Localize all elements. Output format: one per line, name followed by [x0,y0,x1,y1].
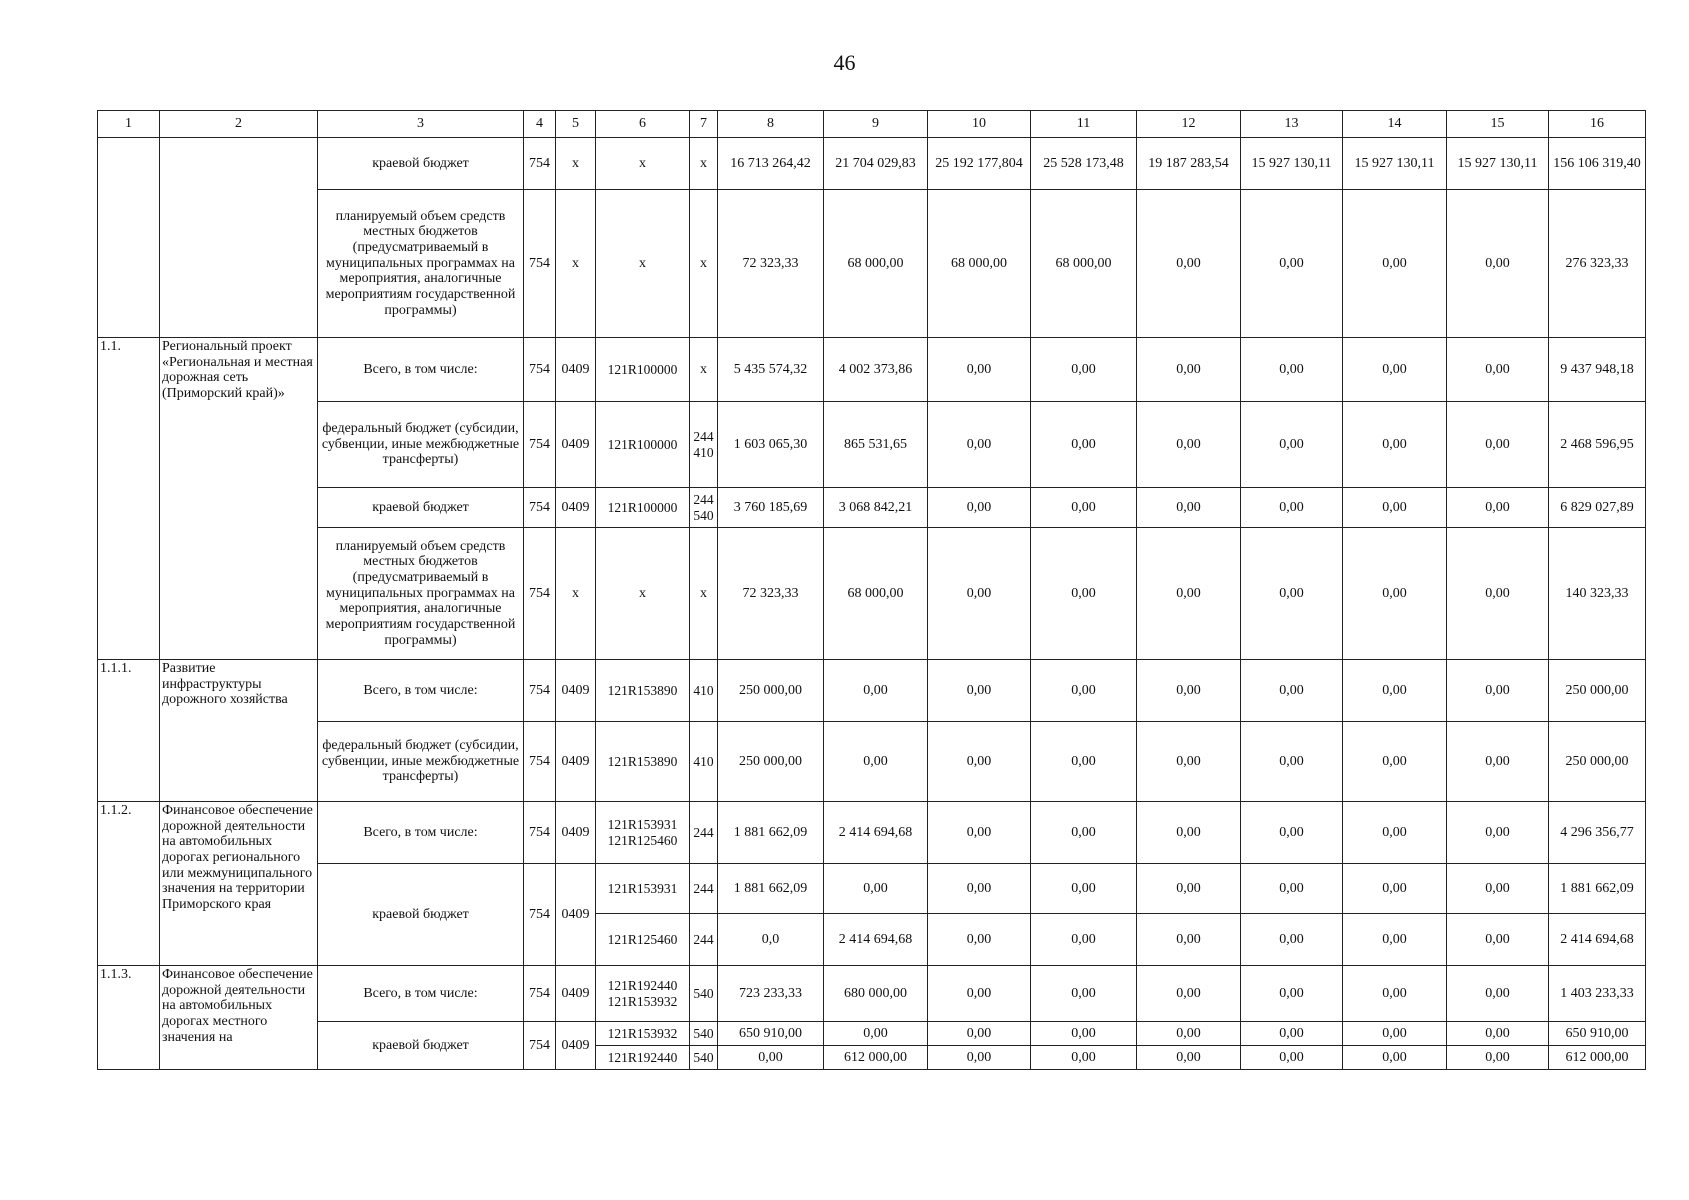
page-number: 46 [833,50,856,75]
value-cell: 0,00 [928,1046,1031,1070]
table-cell: 540 [690,1046,718,1070]
table-cell: 754 [524,338,556,402]
value-cell: 0,00 [1241,660,1343,722]
header-cell: 8 [718,111,824,138]
header-cell: 15 [1447,111,1549,138]
table-cell: 244 540 [690,488,718,528]
section-number-cell: 1.1. [98,338,160,660]
table-cell: 0409 [556,402,596,488]
table-row [98,802,1646,864]
value-cell: 0,00 [1031,864,1137,914]
table-cell: 121R153931 121R125460 [596,802,690,864]
header-cell: 4 [524,111,556,138]
value-cell: 0,00 [1241,338,1343,402]
header-cell: 9 [824,111,928,138]
table-cell: 754 [524,864,556,966]
value-cell: 0,00 [928,402,1031,488]
value-cell: 0,00 [1241,914,1343,966]
table-row [98,528,1646,660]
table-row [98,138,1646,190]
table-cell: х [596,528,690,660]
section-name-cell: Развитие инфраструктуры дорожного хозяйства [160,660,318,802]
value-cell: 0,00 [1343,338,1447,402]
value-cell: 0,00 [1447,1046,1549,1070]
table-row [98,488,1646,528]
value-cell: 0,00 [1447,488,1549,528]
value-cell: 0,00 [1343,722,1447,802]
table-cell: х [556,528,596,660]
value-cell: 0,00 [1137,1046,1241,1070]
source-cell: планируемый объем средств местных бюджетов (предусматриваемый в муниципальных программах на мероприятия, аналогичные мероприятиям государственной программы) [318,528,524,660]
value-cell: 0,00 [1343,864,1447,914]
source-cell: краевой бюджет [318,864,524,966]
value-cell: 0,00 [1447,966,1549,1022]
table-cell: 244 410 [690,402,718,488]
value-cell: 1 881 662,09 [718,802,824,864]
value-cell: 0,00 [1447,722,1549,802]
value-cell: 0,00 [928,488,1031,528]
value-cell: 0,00 [928,914,1031,966]
table-cell: 121R100000 [596,338,690,402]
table-cell: 121R153890 [596,722,690,802]
value-cell: 6 829 027,89 [1549,488,1646,528]
value-cell: 72 323,33 [718,190,824,338]
table-cell: 754 [524,402,556,488]
value-cell: 0,00 [824,1022,928,1046]
table-cell: 540 [690,966,718,1022]
table-row [98,402,1646,488]
value-cell: 0,00 [1343,660,1447,722]
value-cell: 0,00 [1447,402,1549,488]
table-cell: 121R192440 [596,1046,690,1070]
table-cell: 754 [524,488,556,528]
value-cell: 0,00 [1031,802,1137,864]
table-cell: 244 [690,914,718,966]
value-cell: 0,00 [1447,528,1549,660]
value-cell: 650 910,00 [1549,1022,1646,1046]
value-cell: 0,00 [1031,722,1137,802]
value-cell: 140 323,33 [1549,528,1646,660]
value-cell: 0,00 [1241,722,1343,802]
source-cell: Всего, в том числе: [318,660,524,722]
value-cell: 0,00 [1031,528,1137,660]
table-cell: х [556,138,596,190]
table-cell: 121R100000 [596,488,690,528]
header-cell: 14 [1343,111,1447,138]
value-cell: 2 468 596,95 [1549,402,1646,488]
value-cell: 19 187 283,54 [1137,138,1241,190]
value-cell: 15 927 130,11 [1447,138,1549,190]
header-cell: 16 [1549,111,1646,138]
value-cell: 2 414 694,68 [824,914,928,966]
value-cell: 0,00 [1031,966,1137,1022]
value-cell: 0,00 [824,864,928,914]
table-cell: 121R153931 [596,864,690,914]
source-cell: краевой бюджет [318,138,524,190]
source-cell: Всего, в том числе: [318,338,524,402]
table-cell: 410 [690,722,718,802]
section-number-cell: 1.1.2. [98,802,160,966]
value-cell: 0,00 [1137,528,1241,660]
table-cell: х [690,138,718,190]
value-cell: 72 323,33 [718,528,824,660]
table-cell: 754 [524,722,556,802]
table-cell: х [690,190,718,338]
table-cell: 0409 [556,722,596,802]
value-cell: 0,00 [928,660,1031,722]
table-cell: 0409 [556,802,596,864]
value-cell: 0,00 [1031,1046,1137,1070]
table-cell: 754 [524,660,556,722]
value-cell: 0,00 [1343,914,1447,966]
section-number-cell: 1.1.3. [98,966,160,1070]
value-cell: 0,00 [928,338,1031,402]
table-row [98,1022,1646,1046]
table-cell: 754 [524,190,556,338]
value-cell: 0,00 [1031,338,1137,402]
value-cell: 0,00 [1447,914,1549,966]
section-name-cell: Финансовое обеспечение дорожной деятельности на автомобильных дорогах регионального или межмуниципального значения на территории Приморского края [160,802,318,966]
value-cell: 0,00 [1137,488,1241,528]
value-cell: 276 323,33 [1549,190,1646,338]
header-cell: 6 [596,111,690,138]
value-cell: 0,00 [1241,864,1343,914]
table-cell: х [690,338,718,402]
value-cell: 0,00 [1343,1046,1447,1070]
value-cell: 68 000,00 [1031,190,1137,338]
value-cell: 3 760 185,69 [718,488,824,528]
table-cell: 121R100000 [596,402,690,488]
value-cell: 0,00 [718,1046,824,1070]
value-cell: 0,00 [1343,802,1447,864]
value-cell: 612 000,00 [1549,1046,1646,1070]
value-cell: 0,00 [1447,338,1549,402]
value-cell: 723 233,33 [718,966,824,1022]
section-name-cell: Финансовое обеспечение дорожной деятельности на автомобильных дорогах местного значения на [160,966,318,1070]
source-cell: Всего, в том числе: [318,966,524,1022]
table-row [98,338,1646,402]
value-cell: 2 414 694,68 [824,802,928,864]
source-cell: планируемый объем средств местных бюджетов (предусматриваемый в муниципальных программах на мероприятия, аналогичные мероприятиям государственной программы) [318,190,524,338]
table-cell: х [596,190,690,338]
table-cell: 121R153932 [596,1022,690,1046]
value-cell: 0,00 [928,864,1031,914]
value-cell: 0,00 [1343,966,1447,1022]
table-cell: 121R192440 121R153932 [596,966,690,1022]
value-cell: 16 713 264,42 [718,138,824,190]
table-cell: 0409 [556,488,596,528]
value-cell: 15 927 130,11 [1241,138,1343,190]
value-cell: 25 528 173,48 [1031,138,1137,190]
table-row [98,190,1646,338]
header-cell: 1 [98,111,160,138]
header-cell: 3 [318,111,524,138]
value-cell: 0,00 [1137,402,1241,488]
value-cell: 650 910,00 [718,1022,824,1046]
value-cell: 9 437 948,18 [1549,338,1646,402]
value-cell: 0,00 [1241,190,1343,338]
value-cell: 0,00 [1031,914,1137,966]
value-cell: 0,00 [1137,338,1241,402]
budget-table [97,110,1646,1070]
table-cell: 754 [524,802,556,864]
value-cell: 68 000,00 [824,528,928,660]
table-cell: 0409 [556,338,596,402]
source-cell: Всего, в том числе: [318,802,524,864]
value-cell: 0,00 [1137,802,1241,864]
table-cell: х [596,138,690,190]
table-cell: 0409 [556,966,596,1022]
source-cell: краевой бюджет [318,488,524,528]
table-cell: 410 [690,660,718,722]
value-cell: 0,00 [1343,190,1447,338]
value-cell: 2 414 694,68 [1549,914,1646,966]
value-cell: 0,00 [1031,488,1137,528]
header-cell: 2 [160,111,318,138]
value-cell: 68 000,00 [824,190,928,338]
value-cell: 0,00 [1241,966,1343,1022]
table-cell: 121R125460 [596,914,690,966]
value-cell: 0,00 [1241,1022,1343,1046]
table-cell: 754 [524,528,556,660]
value-cell: 0,00 [1447,864,1549,914]
value-cell: 0,00 [1447,1022,1549,1046]
value-cell: 1 881 662,09 [718,864,824,914]
header-cell: 12 [1137,111,1241,138]
value-cell: 0,00 [1343,488,1447,528]
value-cell: 0,00 [1241,402,1343,488]
value-cell: 0,00 [928,722,1031,802]
value-cell: 0,00 [1241,802,1343,864]
table-cell: х [690,528,718,660]
value-cell: 865 531,65 [824,402,928,488]
header-cell: 7 [690,111,718,138]
value-cell: 0,00 [1241,1046,1343,1070]
value-cell: 1 603 065,30 [718,402,824,488]
table-row [98,864,1646,914]
value-cell: 0,00 [824,722,928,802]
value-cell: 1 881 662,09 [1549,864,1646,914]
value-cell: 0,00 [1031,1022,1137,1046]
section-number-cell [98,138,160,338]
value-cell: 0,00 [928,802,1031,864]
value-cell: 0,00 [824,660,928,722]
value-cell: 680 000,00 [824,966,928,1022]
header-cell: 11 [1031,111,1137,138]
table-cell: х [556,190,596,338]
value-cell: 0,00 [1343,1022,1447,1046]
value-cell: 0,00 [928,966,1031,1022]
table-cell: 244 [690,802,718,864]
header-cell: 5 [556,111,596,138]
value-cell: 21 704 029,83 [824,138,928,190]
value-cell: 156 106 319,40 [1549,138,1646,190]
value-cell: 0,00 [1137,864,1241,914]
value-cell: 0,0 [718,914,824,966]
table-cell: 0409 [556,864,596,966]
table-cell: 754 [524,966,556,1022]
section-number-cell: 1.1.1. [98,660,160,802]
value-cell: 250 000,00 [1549,660,1646,722]
header-row [98,111,1646,138]
table-cell: 0409 [556,1022,596,1070]
value-cell: 0,00 [1137,966,1241,1022]
value-cell: 5 435 574,32 [718,338,824,402]
value-cell: 25 192 177,804 [928,138,1031,190]
table-row [98,966,1646,1022]
table-cell: 754 [524,1022,556,1070]
value-cell: 612 000,00 [824,1046,928,1070]
section-name-cell: Региональный проект «Региональная и местная дорожная сеть (Приморский край)» [160,338,318,660]
value-cell: 0,00 [1137,660,1241,722]
value-cell: 4 002 373,86 [824,338,928,402]
value-cell: 0,00 [928,528,1031,660]
value-cell: 0,00 [1031,402,1137,488]
value-cell: 3 068 842,21 [824,488,928,528]
table-row [98,722,1646,802]
value-cell: 0,00 [1137,1022,1241,1046]
header-cell: 13 [1241,111,1343,138]
value-cell: 0,00 [1343,528,1447,660]
value-cell: 4 296 356,77 [1549,802,1646,864]
value-cell: 0,00 [1447,190,1549,338]
header-cell: 10 [928,111,1031,138]
value-cell: 68 000,00 [928,190,1031,338]
table-row [98,660,1646,722]
value-cell: 0,00 [1031,660,1137,722]
value-cell: 0,00 [1137,914,1241,966]
value-cell: 0,00 [1137,722,1241,802]
value-cell: 0,00 [928,1022,1031,1046]
table-cell: 540 [690,1022,718,1046]
value-cell: 15 927 130,11 [1343,138,1447,190]
value-cell: 250 000,00 [718,722,824,802]
source-cell: краевой бюджет [318,1022,524,1070]
table-cell: 754 [524,138,556,190]
value-cell: 250 000,00 [1549,722,1646,802]
value-cell: 0,00 [1447,802,1549,864]
value-cell: 0,00 [1241,488,1343,528]
value-cell: 1 403 233,33 [1549,966,1646,1022]
table-cell: 244 [690,864,718,914]
source-cell: федеральный бюджет (субсидии, субвенции, иные межбюджетные трансферты) [318,402,524,488]
value-cell: 0,00 [1241,528,1343,660]
section-name-cell [160,138,318,338]
table-cell: 121R153890 [596,660,690,722]
value-cell: 0,00 [1137,190,1241,338]
value-cell: 0,00 [1447,660,1549,722]
value-cell: 0,00 [1343,402,1447,488]
value-cell: 250 000,00 [718,660,824,722]
table-cell: 0409 [556,660,596,722]
source-cell: федеральный бюджет (субсидии, субвенции, иные межбюджетные трансферты) [318,722,524,802]
